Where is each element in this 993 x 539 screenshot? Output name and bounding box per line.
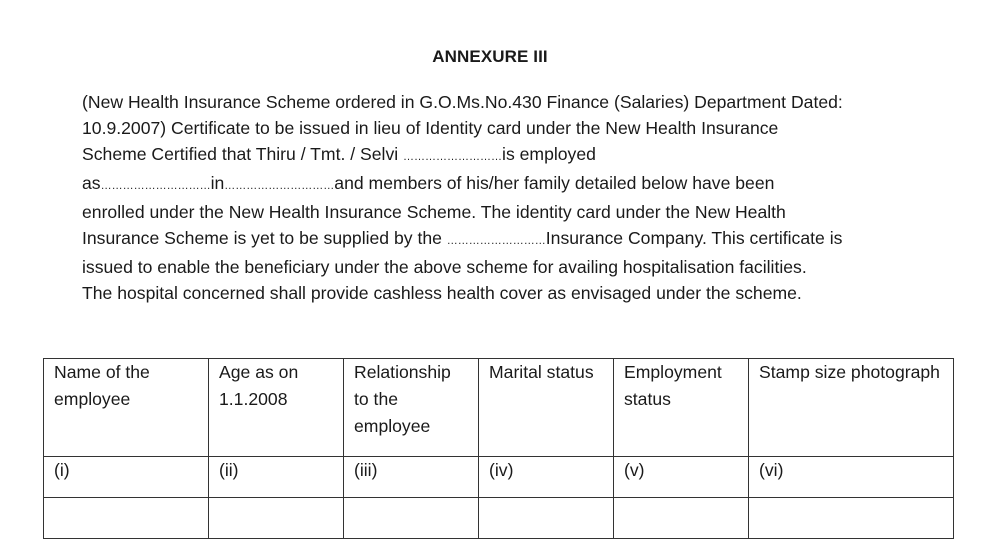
- paragraph-line-2: 10.9.2007) Certificate to be issued in lieu of Identity card under the New Health Insurance: [82, 118, 779, 138]
- table-cell: [44, 498, 209, 539]
- family-details-table: [43, 358, 954, 539]
- line-4-text-a: as: [82, 173, 101, 193]
- header-employment-status: Employment status: [614, 359, 749, 457]
- table-cell: [479, 498, 614, 539]
- line-3-text-a: Scheme Certified that Thiru / Tmt. / Selvi: [82, 144, 404, 164]
- line-3-text-b: is employed: [502, 144, 596, 164]
- table-cell: (vi): [749, 457, 954, 498]
- table-numbering-row: [44, 457, 954, 498]
- paragraph-line-6: [82, 225, 902, 254]
- table-cell: (i): [44, 457, 209, 498]
- certificate-paragraph: [82, 89, 902, 306]
- table-cell: (iv): [479, 457, 614, 498]
- paragraph-line-5: enrolled under the New Health Insurance Scheme. The identity card under the New Health: [82, 202, 786, 222]
- line-6-text-b: Insurance Company. This certificate is: [545, 228, 843, 248]
- line-6-text-a: Insurance Scheme is yet to be supplied by the: [82, 228, 447, 248]
- paragraph-line-8: The hospital concerned shall provide cashless health cover as envisaged under the scheme.: [82, 283, 802, 303]
- table-cell: (iii): [344, 457, 479, 498]
- paragraph-line-4: [82, 170, 902, 199]
- insurer-blank: ………………………: [446, 235, 546, 247]
- line-4-text-c: and members of his/her family detailed below have been: [334, 173, 775, 193]
- table-cell: [344, 498, 479, 539]
- paragraph-line-7: issued to enable the beneficiary under the above scheme for availing hospitalisation facilities.: [82, 257, 807, 277]
- office-blank: …………………………: [224, 180, 335, 192]
- header-relationship: Relationship to the employee: [344, 359, 479, 457]
- table-cell: [749, 498, 954, 539]
- header-name-of-employee: Name of the employee: [44, 359, 209, 457]
- header-photograph: Stamp size photograph: [749, 359, 954, 457]
- table-cell: [209, 498, 344, 539]
- header-age: Age as on 1.1.2008: [209, 359, 344, 457]
- table-cell: (v): [614, 457, 749, 498]
- table-cell: [614, 498, 749, 539]
- table-row: [44, 498, 954, 539]
- annexure-title: ANNEXURE III: [432, 47, 548, 66]
- paragraph-line-1: (New Health Insurance Scheme ordered in G.O.Ms.No.430 Finance (Salaries) Department Dated:: [82, 92, 843, 112]
- designation-blank: …………………………: [100, 180, 211, 192]
- paragraph-line-3: [82, 141, 902, 170]
- table-header-row: [44, 359, 954, 457]
- line-4-text-b: in: [210, 173, 225, 193]
- name-blank: ………………………: [403, 151, 503, 163]
- header-marital-status: Marital status: [479, 359, 614, 457]
- table-cell: (ii): [209, 457, 344, 498]
